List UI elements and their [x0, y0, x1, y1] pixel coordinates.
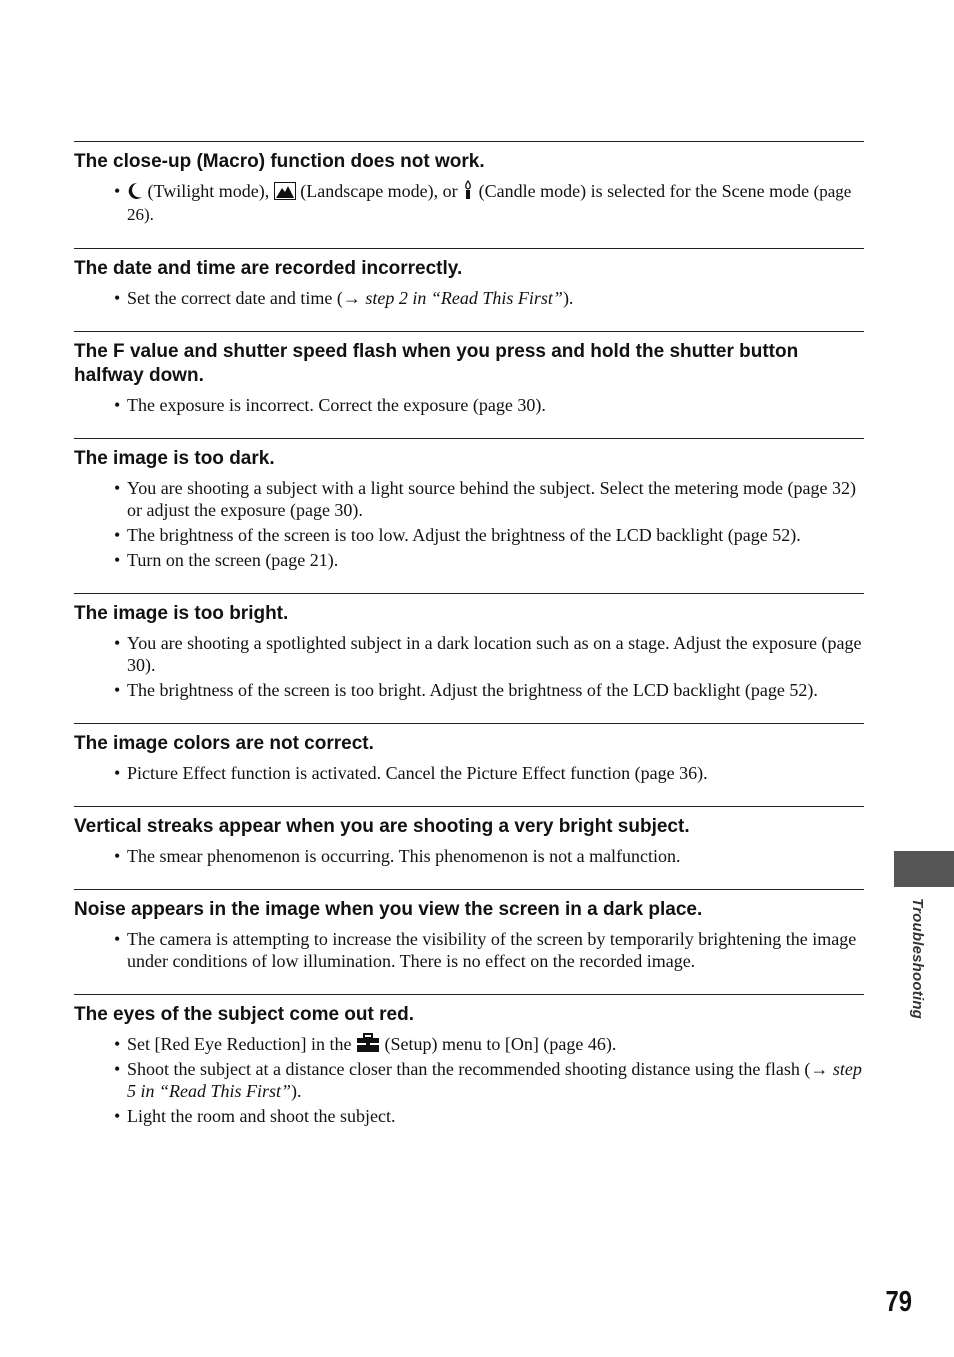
- page-reference: (page 26).: [127, 182, 852, 224]
- list-item: • The smear phenomenon is occurring. This phenomenon is not a malfunction.: [127, 845, 864, 867]
- section-colors: [74, 723, 864, 784]
- toolbox-setup-icon: [356, 1033, 380, 1053]
- list-item: • Turn on the screen (page 21).: [127, 549, 864, 571]
- item-text-end: ).: [291, 1081, 302, 1101]
- bullet-list: [74, 928, 864, 972]
- landscape-mountain-icon: [274, 182, 296, 200]
- item-text: Shoot the subject at a distance closer than the recommended shooting distance using the flash (: [127, 1059, 811, 1079]
- list-item: • The brightness of the screen is too low. Adjust the brightness of the LCD backlight (page 52).: [127, 524, 864, 546]
- section-heading: The image colors are not correct.: [74, 733, 374, 754]
- section-red-eye: [74, 994, 864, 1127]
- bullet-list: [74, 845, 864, 867]
- side-label: Troubleshooting: [909, 898, 926, 1020]
- section-heading: The image is too dark.: [74, 448, 275, 469]
- section-heading: The F value and shutter speed flash when you press and hold the shutter button halfway down.: [74, 341, 799, 386]
- bullet-list: [74, 1033, 864, 1127]
- item-text: Set the correct date and time (: [127, 288, 343, 308]
- section-too-dark: [74, 438, 864, 571]
- section-f-value: [74, 331, 864, 416]
- side-tab-marker: [894, 851, 954, 887]
- twilight-text: (Twilight mode),: [147, 181, 270, 201]
- item-text-end: (Setup) menu to [On] (page 46).: [384, 1034, 617, 1054]
- list-item: [127, 180, 864, 226]
- landscape-text: (Landscape mode), or: [300, 181, 458, 201]
- section-heading: The close-up (Macro) function does not work.: [74, 151, 485, 172]
- section-heading: The image is too bright.: [74, 603, 289, 624]
- bullet-list: [74, 394, 864, 416]
- section-heading: The date and time are recorded incorrectly.: [74, 258, 463, 279]
- section-heading: Noise appears in the image when you view the screen in a dark place.: [74, 899, 703, 920]
- list-item: [127, 287, 864, 309]
- section-too-bright: [74, 593, 864, 701]
- item-text-end: ).: [562, 288, 574, 308]
- item-text: Set [Red Eye Reduction] in the: [127, 1034, 352, 1054]
- section-vertical-streaks: [74, 806, 864, 867]
- arrow-icon: →: [342, 288, 361, 308]
- cross-reference: step 2 in “Read This First”: [365, 288, 563, 308]
- list-item: • The camera is attempting to increase the visibility of the screen by temporarily brightening the image under conditions of low illumination. There is no effect on the recorded image.: [127, 928, 864, 972]
- list-item: [127, 1033, 864, 1055]
- candle-icon: [462, 180, 474, 200]
- bullet-list: [74, 477, 864, 571]
- list-item: • You are shooting a subject with a light source behind the subject. Select the metering mode (page 32) or adjust the exposure (page 30).: [127, 477, 864, 521]
- twilight-moon-icon: [127, 182, 143, 200]
- section-heading: The eyes of the subject come out red.: [74, 1004, 414, 1025]
- bullet-list: [74, 287, 864, 309]
- cross-reference: step 5 in “Read This First”: [127, 1059, 862, 1101]
- candle-text: (Candle mode) is selected for the Scene mode: [478, 181, 810, 201]
- section-noise: [74, 889, 864, 972]
- arrow-icon: →: [810, 1059, 829, 1079]
- list-item: • You are shooting a spotlighted subject in a dark location such as on a stage. Adjust the exposure (page 30).: [127, 632, 864, 676]
- section-heading: Vertical streaks appear when you are shooting a very bright subject.: [74, 816, 690, 837]
- troubleshooting-content: [74, 141, 864, 1130]
- list-item: • The exposure is incorrect. Correct the exposure (page 30).: [127, 394, 864, 416]
- bullet-list: [74, 632, 864, 701]
- list-item: • Picture Effect function is activated. Cancel the Picture Effect function (page 36).: [127, 762, 864, 784]
- page-number: 79: [885, 1286, 912, 1318]
- bullet-list: [74, 762, 864, 784]
- list-item: [127, 1058, 864, 1102]
- list-item: • The brightness of the screen is too bright. Adjust the brightness of the LCD backlight (page 52).: [127, 679, 864, 701]
- section-macro: [74, 141, 864, 226]
- section-date-time: [74, 248, 864, 309]
- list-item: • Light the room and shoot the subject.: [127, 1105, 864, 1127]
- bullet-list: [74, 180, 864, 226]
